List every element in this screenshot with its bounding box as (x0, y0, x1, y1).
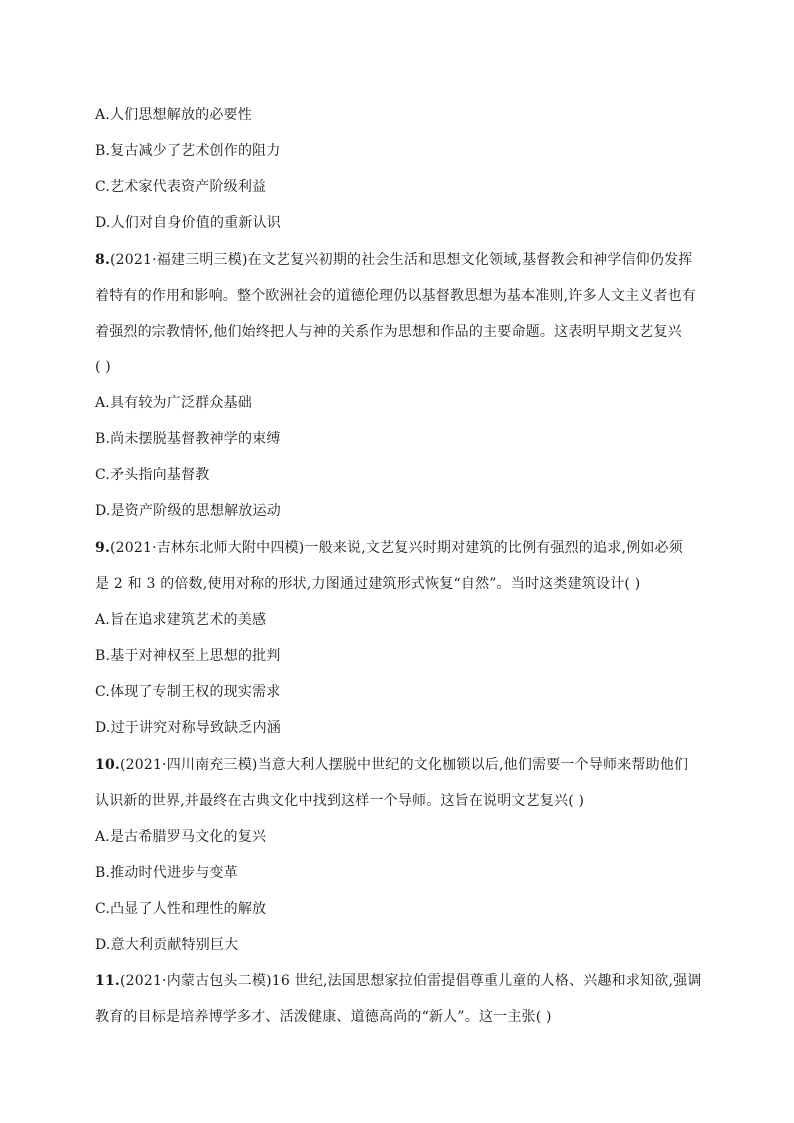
q10-stem-line-1: 10.(2021·四川南充三模)当意大利人摆脱中世纪的文化枷锁以后,他们需要一个导师来帮助他们 (95, 757, 689, 773)
q8-stem-line-2: 着特有的作用和影响。整个欧洲社会的道德伦理仍以基督教思想为基本准则,许多人文主义者也有 (95, 288, 697, 304)
q9-option-d: D.过于讲究对称导致缺乏内涵 (95, 720, 281, 736)
q10-option-c: C.凸显了人性和理性的解放 (95, 901, 267, 917)
q8-option-b: B.尚未摆脱基督教神学的束缚 (95, 431, 281, 447)
q11-number: 11. (95, 973, 120, 989)
q9-number: 9. (95, 540, 111, 556)
q7-option-b: B.复古减少了艺术创作的阻力 (95, 143, 281, 159)
q8-answer-blank: ( ) (95, 359, 111, 375)
q8-option-c: C.矛头指向基督教 (95, 467, 210, 483)
q7-option-a: A.人们思想解放的必要性 (95, 107, 252, 123)
q8-stem-line-3: 着强烈的宗教情怀,他们始终把人与神的关系作为思想和作品的主要命题。这表明早期文艺复兴 (95, 324, 682, 340)
q10-option-a: A.是古希腊罗马文化的复兴 (95, 829, 267, 845)
q9-option-a: A.旨在追求建筑艺术的美感 (95, 612, 267, 628)
q7-option-c: C.艺术家代表资产阶级利益 (95, 179, 267, 195)
q7-option-d: D.人们对自身价值的重新认识 (95, 215, 281, 231)
q11-stem-line-2: 教育的目标是培养博学多才、活泼健康、道德高尚的“新人”。这一主张( ) (95, 1009, 552, 1025)
q9-option-c: C.体现了专制王权的现实需求 (95, 684, 281, 700)
q8-option-d: D.是资产阶级的思想解放运动 (95, 503, 281, 519)
q8-stem-line-1: 8.(2021·福建三明三模)在文艺复兴初期的社会生活和思想文化领域,基督教会和神学信仰仍发挥 (95, 252, 693, 268)
q11-stem-line-1: 11.(2021·内蒙古包头二模)16 世纪,法国思想家拉伯雷提倡尊重儿童的人格、兴趣和求知欲,强调 (95, 973, 702, 989)
q9-option-b: B.基于对神权至上思想的批判 (95, 648, 281, 664)
q10-option-d: D.意大利贡献特别巨大 (95, 937, 239, 953)
q9-stem-line-1: 9.(2021·吉林东北师大附中四模)一般来说,文艺复兴时期对建筑的比例有强烈的追求,例如必须 (95, 540, 683, 556)
q9-stem-line-2: 是 2 和 3 的倍数,使用对称的形状,力图通过建筑形式恢复“自然”。当时这类建筑设计( ) (95, 576, 641, 592)
q10-stem-line-2: 认识新的世界,并最终在古典文化中找到这样一个导师。这旨在说明文艺复兴( ) (95, 793, 585, 809)
q10-number: 10. (95, 757, 120, 773)
q8-option-a: A.具有较为广泛群众基础 (95, 395, 252, 411)
q8-number: 8. (95, 252, 111, 268)
q10-option-b: B.推动时代进步与变革 (95, 865, 238, 881)
